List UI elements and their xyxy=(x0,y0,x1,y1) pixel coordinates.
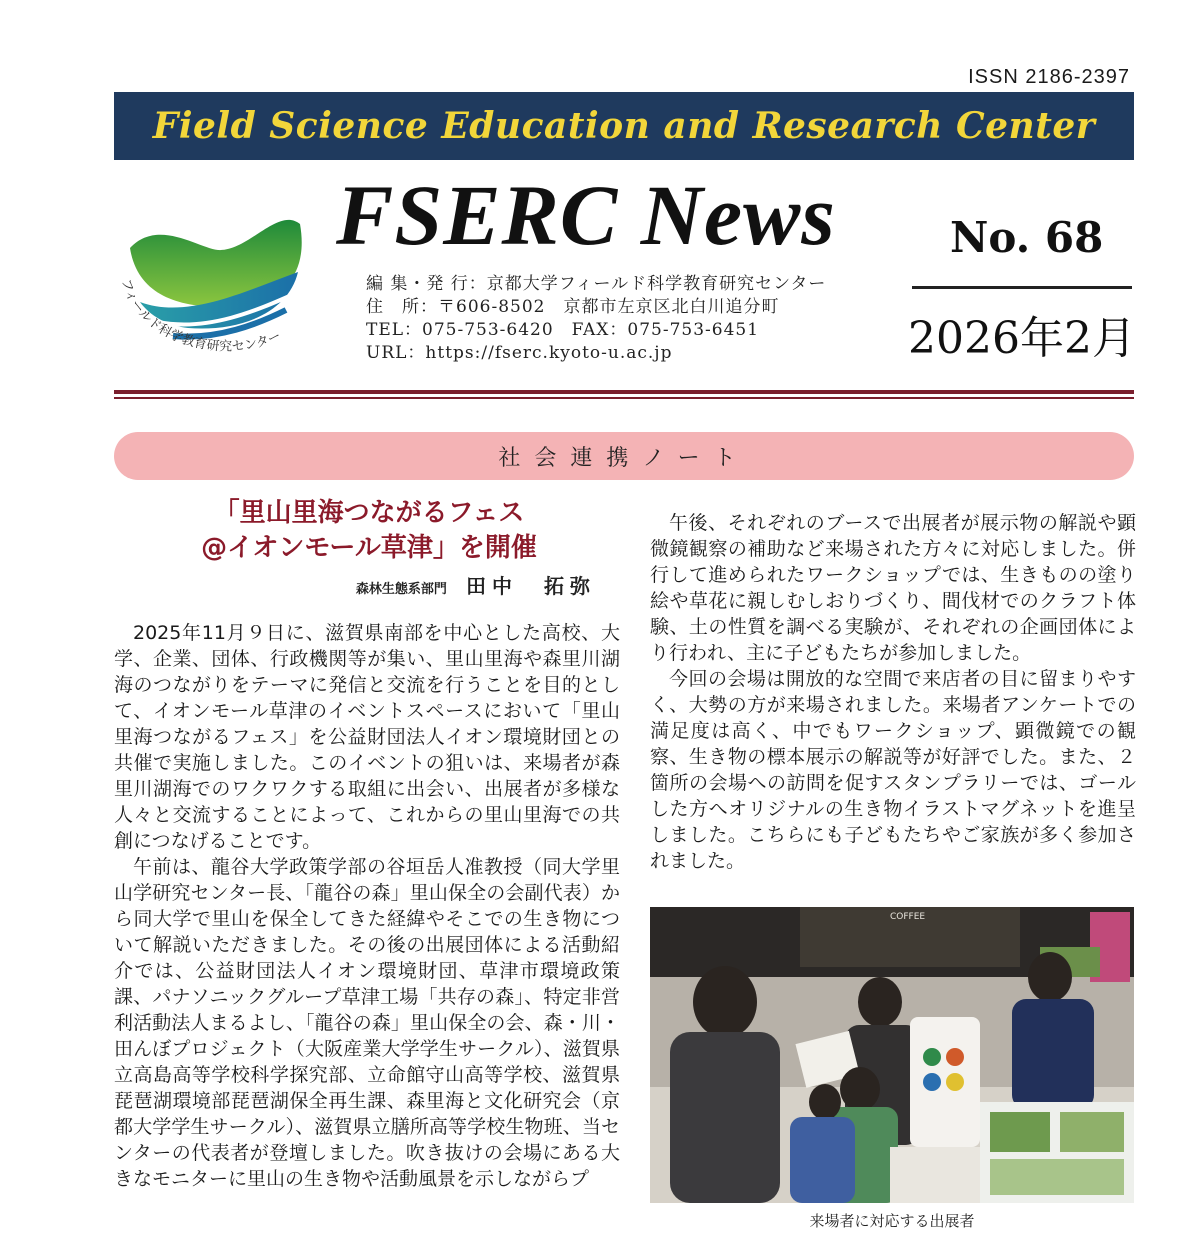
newsletter-title: FSERC News xyxy=(336,167,836,263)
logo-text: フィールド科学教育研究センター xyxy=(118,277,284,355)
article-paragraph: 今回の会場は開放的な空間で来店者の目に留まりやすく、大勢の方が来場されました。来場者アンケートでの満足度は高く、中でもワークショップ、顕微鏡での観察、生き物の標本展示の解説等が好評でした。また、２箇所の会場への訪問を促すスタンプラリーでは、ゴールした方へオリジナルの生き物イラストマグネットを進呈しました。こちらにも子どもたちやご家族が多く参加されました。 xyxy=(650,668,1136,872)
issue-number: No. 68 xyxy=(950,213,1104,262)
header-rule-thick xyxy=(114,390,1134,394)
center-banner xyxy=(114,92,1134,160)
article-paragraph: 午後、それぞれのブースで出展者が展示物の解説や顕微鏡観察の補助など来場された方々に対応しました。併行して進められたワークショップでは、生きものの塗り絵や草花に親しむしおりづくり、間伐材でのクラフト体験、土の性質を調べる実験が、それぞれの企画団体により行われ、主に子どもたちが参加しました。 xyxy=(650,512,1136,664)
photo-caption: 来場者に対応する出展者 xyxy=(809,1212,975,1230)
publisher-info xyxy=(366,273,826,365)
section-heading xyxy=(114,432,1134,480)
article-byline xyxy=(330,570,596,599)
publisher-editor: 編 集・発 行：京都大学フィールド科学教育研究センター xyxy=(366,274,827,294)
article-title-line2: @イオンモール草津」を開催 xyxy=(201,533,537,563)
author-name: 田中 拓弥 xyxy=(466,574,596,598)
author-division: 森林生態系部門 xyxy=(355,582,447,597)
photo-coffee-sign: COFFEE xyxy=(890,912,926,922)
article-column-left xyxy=(114,620,620,1192)
fserc-logo xyxy=(118,210,308,370)
section-heading-text: 社会連携ノート xyxy=(498,445,750,471)
publisher-phone: TEL：075-753-6420 FAX：075-753-6451 xyxy=(366,320,760,340)
banner-text: Field Science Education and Research Center xyxy=(152,105,1096,147)
article-title-line1: 「里山里海つながるフェス xyxy=(213,498,525,528)
publisher-url: URL：https://fserc.kyoto-u.ac.jp xyxy=(366,343,673,363)
publisher-address: 住 所：〒606-8502 京都市左京区北白川追分町 xyxy=(366,297,780,317)
issn-number: ISSN 2186-2397 xyxy=(968,66,1130,88)
article-title xyxy=(114,496,624,566)
article-paragraph: 午前は、龍谷大学政策学部の谷垣岳人准教授（同大学里山学研究センター長、「龍谷の森」里山保全の会副代表）から同大学で里山を保全してきた経緯やそこでの生き物について解説いただきました。その後の出展団体による活動紹介では、公益財団法人イオン環境財団、草津市環境政策課、パナソニックグループ草津工場「共存の森」、特定非営利活動法人まるよし、「龍谷の森」里山保全の会、森・川・田んぼプロジェクト（大阪産業大学学生サークル）、滋賀県立高島高等学校科学探究部、立命館守山高等学校、滋賀県琵琶湖環境部琵琶湖保全再生課、森里海と文化研究会（京都大学学生サークル）、滋賀県立膳所高等学校生物班、当センターの代表者が登壇しました。吹き抜けの会場にある大きなモニターに里山の生き物や活動風景を示しながらプ xyxy=(114,856,620,1190)
issue-divider xyxy=(912,286,1132,289)
article-paragraph: 2025年11月９日に、滋賀県南部を中心とした高校、大学、企業、団体、行政機関等が集い、里山里海や森里川湖海のつながりをテーマに発信と交流を行うことを目的として、イオンモール草津のイベントスペースにおいて「里山里海つながるフェス」を公益財団法人イオン環境財団との共催で実施しました。このイベントの狙いは、来場者が森里川湖海でのワクワクする取組に出会い、出展者が多様な人々と交流することによって、これからの里山里海での共創につなげることです。 xyxy=(114,622,620,852)
header-rule-thin xyxy=(114,397,1134,399)
article-column-right xyxy=(650,510,1136,874)
issue-date: 2026年2月 xyxy=(908,313,1136,364)
event-photo xyxy=(650,907,1134,1203)
